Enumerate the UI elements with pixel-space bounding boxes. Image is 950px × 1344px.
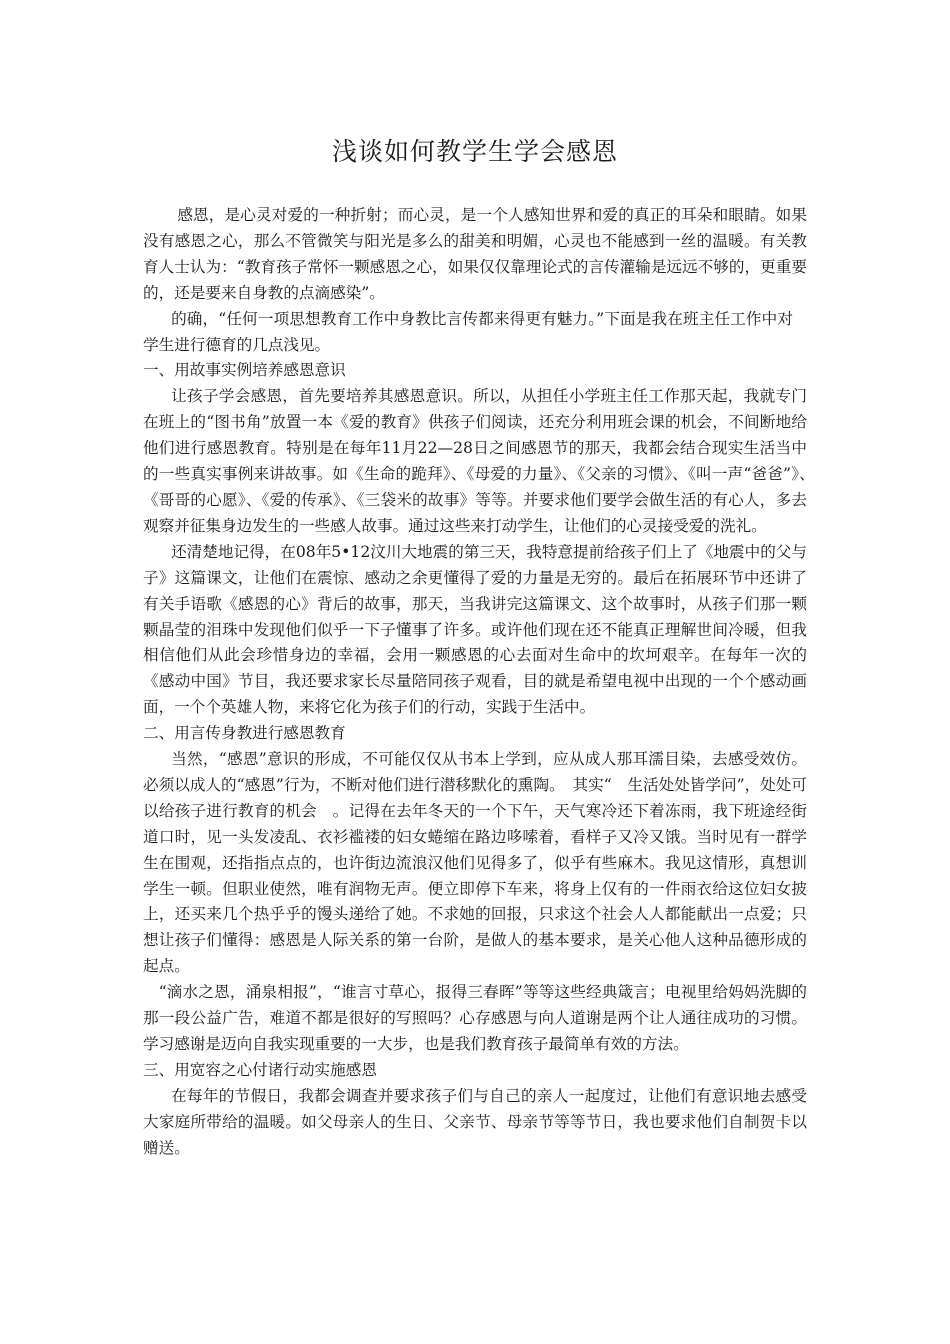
paragraph-earthquake: 还清楚地记得，在08年5•12汶川大地震的第三天，我特意提前给孩子们上了《地震中的父与子》这篇课文，让他们在震惊、感动之余更懂得了爱的力量是无穷的。最后在拓展环节中还讲了有关手语歌《感恩的心》背后的故事，那天，当我讲完这篇课文、这个故事时，从孩子们那一颗颗晶莹的泪珠中发现他们似乎一下子懂事了许多。或许他们现在还不能真正理解世间冷暖，但我相信他们从此会珍惜身边的幸福，会用一颗感恩的心去面对生命中的坎坷艰辛。在每年一次的《感动中国》节目，我还要求家长尽量陪同孩子观看，目的就是希望电视中出现的一个个感动画面，一个个英雄人物，来将它化为孩子们的行动，实践于生活中。: [143, 542, 807, 717]
section-heading-3: 三、用宽容之心付诸行动实施感恩: [143, 1060, 377, 1079]
paragraph-holidays: 在每年的节假日，我都会调查并要求孩子们与自己的亲人一起度过，让他们有意识地去感受大家庭所带给的温暖。如父母亲人的生日、父亲节、母亲节等等节日，我也要求他们自制贺卡以赠送。: [143, 1086, 807, 1157]
paragraph-indeed: 的确，“任何一项思想教育工作中身教比言传都来得更有魅力。”下面是我在班主任工作中对学生进行德育的几点浅见。: [143, 309, 793, 354]
paragraph-intro: 感恩，是心灵对爱的一种折射；而心灵，是一个人感知世界和爱的真正的耳朵和眼睛。如果没有感恩之心，那么不管微笑与阳光是多么的甜美和明媚，心灵也不能感到一丝的温暖。有关教育人士认为：“教育孩子常怀一颗感恩之心，如果仅仅靠理论式的言传灌输是远远不够的，更重要的，还是要来自身教的点滴感染”。: [143, 206, 807, 302]
paragraph-proverbs: “滴水之恩，涌泉相报”，“谁言寸草心，报得三春晖”等等这些经典箴言；电视里给妈妈洗脚的那一段公益广告，难道不都是很好的写照吗？心存感恩与向人道谢是两个让人通往成功的习惯。学习感谢是迈向自我实现重要的一大步，也是我们教育孩子最简单有效的方法。: [143, 983, 807, 1053]
section-heading-2: 二、用言传身教进行感恩教育: [143, 724, 346, 743]
document-body: [143, 203, 823, 1162]
document-title: 浅谈如何教学生学会感恩: [331, 137, 618, 166]
section-heading-1: 一、用故事实例培养感恩意识: [143, 361, 346, 380]
paragraph-stories: 让孩子学会感恩，首先要培养其感恩意识。所以，从担任小学班主任工作那天起，我就专门在班上的“图书角”放置一本《爱的教育》供孩子们阅读，还充分利用班会课的机会，不间断地给他们进行感恩教育。特别是在每年11月22—28日之间感恩节的那天，我都会结合现实生活当中的一些真实事例来讲故事。如《生命的跪拜》、《母爱的力量》、《父亲的习惯》、《叫一声“爸爸”》、 《哥哥的心愿》、《爱的传承》、《三袋米的故事》等等。并要求他们要学会做生活的有心人，多去观察并征集身边发生的一些感人故事。通过这些来打动学生，让他们的心灵接受爱的洗礼。: [143, 387, 823, 535]
paragraph-example: 当然，“感恩”意识的形成，不可能仅仅从书本上学到，应从成人那耳濡目染，去感受效仿。必须以成人的“感恩”行为，不断对他们进行潜移默化的熏陶。 其实“ 生活处处皆学问”，处处可以给孩子进行教育的机会 。记得在去年冬天的一个下午，天气寒冷还下着冻雨，我下班途经街道口时，见一头发凌乱、衣衫褴褛的妇女蜷缩在路边哆嗦着，看样子又冷又饿。当时见有一群学生在围观，还指指点点的，也许街边流浪汉他们见得多了，似乎有些麻木。我见这情形，真想训学生一顿。但职业使然，唯有润物无声。便立即停下车来，将身上仅有的一件雨衣给这位妇女披上，还买来几个热乎乎的馒头递给了她。不求她的回报，只求这个社会人人都能献出一点爱；只想让孩子们懂得：感恩是人际关系的第一台阶，是做人的基本要求，是关心他人这种品德形成的起点。: [143, 750, 807, 976]
